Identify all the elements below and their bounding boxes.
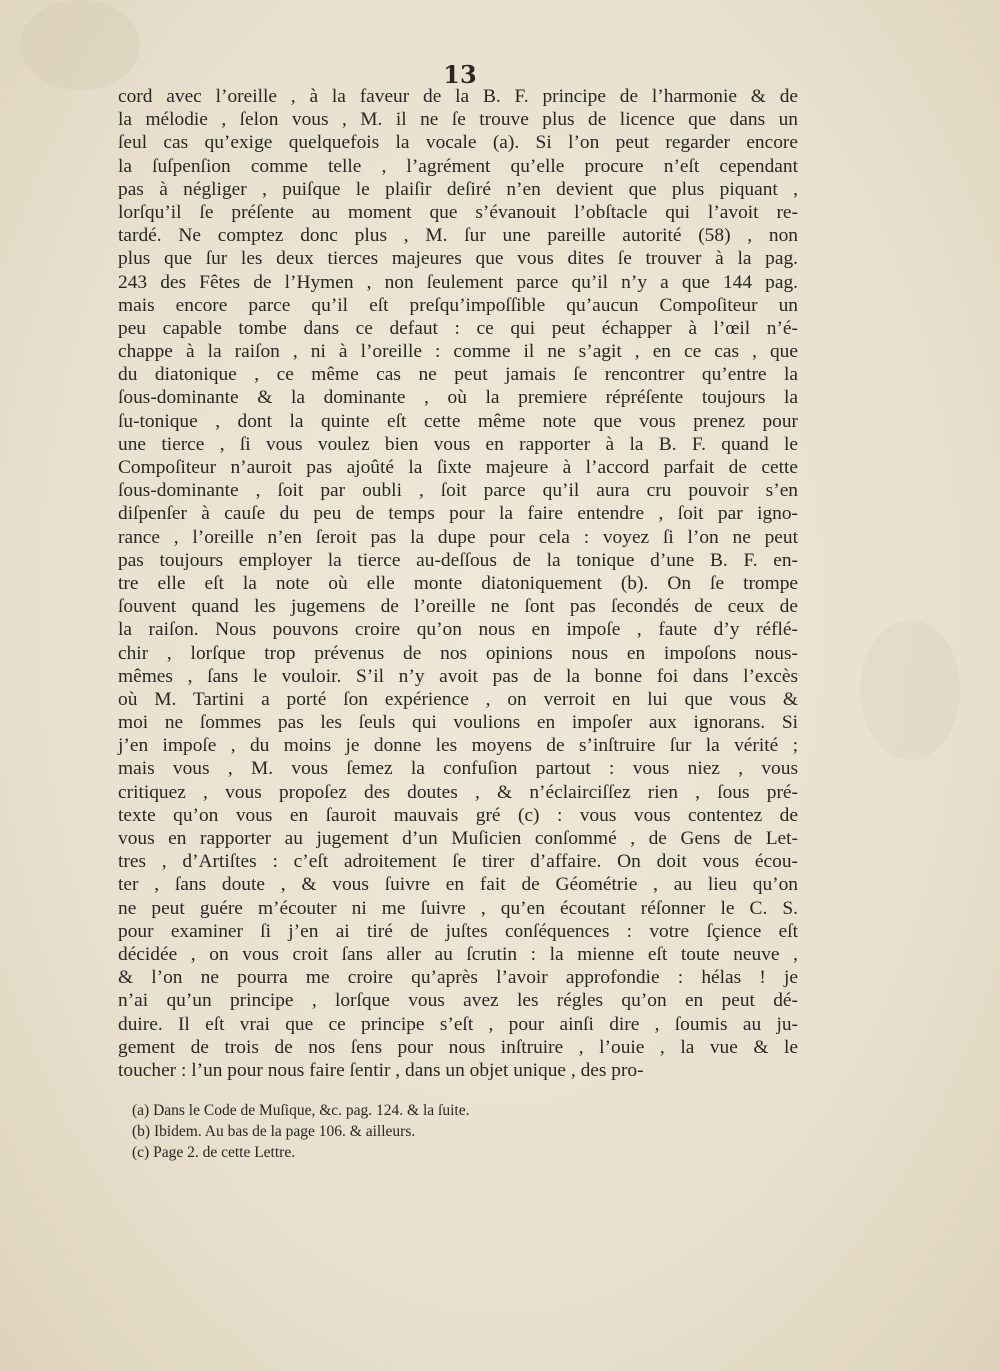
text-line: mêmes , ſans le vouloir. S’il n’y avoit pas de la bonne foi dans l’excès xyxy=(118,665,798,687)
text-line: ſous-dominante , ſoit par oubli , ſoit parce qu’il aura cru pouvoir s’en xyxy=(118,480,798,502)
text-line: ſouvent quand les jugemens de l’oreille ne ſont pas ſecondés de ceux de xyxy=(118,596,798,618)
text-line: pour examiner ſi j’en ai tiré de juſtes conſéquences : votre ſçience eſt xyxy=(118,920,798,942)
text-line: une tierce , ſi vous voulez bien vous en rapporter à la B. F. quand le xyxy=(118,433,798,455)
text-line: duire. Il eſt vrai que ce principe s’eſt , pour ainſi dire , ſoumis au ju- xyxy=(118,1013,798,1035)
text-line: ſous-dominante & la dominante , où la premiere répréſente toujours la xyxy=(118,387,798,409)
text-line: la mélodie , ſelon vous , M. il ne ſe trouve plus de licence que dans un xyxy=(118,109,798,131)
text-line: ne peut guére m’écouter ni me ſuivre , qu’en écoutant réſonner le C. S. xyxy=(118,897,798,919)
page-number: 13 xyxy=(443,60,477,89)
text-line: diſpenſer à cauſe du peu de temps pour la faire entendre , ſoit par igno- xyxy=(118,503,798,525)
text-line: la ſuſpenſion comme telle , l’agrément qu’elle procure n’eſt cependant xyxy=(118,155,798,177)
text-line: tardé. Ne comptez donc plus , M. ſur une pareille autorité (58) , non xyxy=(118,225,798,247)
paper-stain xyxy=(860,620,960,760)
text-line: & l’on ne pourra me croire qu’après l’avoir approfondie : hélas ! je xyxy=(118,967,798,989)
text-line: mais vous , M. vous ſemez la confuſion partout : vous niez , vous xyxy=(118,758,798,780)
text-line: ter , ſans doute , & vous ſuivre en fait de Géométrie , au lieu qu’on xyxy=(118,874,798,896)
text-line: j’en impoſe , du moins je donne les moyens de s’inſtruire ſur la vérité ; xyxy=(118,735,798,757)
footnote: (b) Ibidem. Au bas de la page 106. & ailleurs. xyxy=(132,1123,416,1140)
text-line: chappe à la raiſon , ni à l’oreille : comme il ne s’agit , en ce cas , que xyxy=(118,341,798,363)
paper-stain xyxy=(20,0,140,90)
text-line: rance , l’oreille n’en ſeroit pas la dupe pour cela : voyez ſi l’on ne peut xyxy=(118,526,798,548)
text-line: critiquez , vous propoſez des doutes , & n’éclairciſſez rien , ſous pré- xyxy=(118,781,798,803)
text-line: cord avec l’oreille , à la faveur de la B. F. principe de l’harmonie & de xyxy=(118,86,798,107)
text-line: 243 des Fêtes de l’Hymen , non ſeulement parce qu’il n’y a que 144 pag. xyxy=(118,271,798,293)
text-line: ſeul cas qu’exige quelquefois la vocale (a). Si l’on peut regarder encore xyxy=(118,132,798,154)
text-line: la raiſon. Nous pouvons croire qu’on nous en impoſe , faute d’y réflé- xyxy=(118,619,798,641)
body-text xyxy=(118,85,798,1082)
text-line: pas toujours employer la tierce au-deſſous de la tonique d’une B. F. en- xyxy=(118,549,798,571)
text-line: chir , lorſque trop prévenus de nos opinions nous en impoſons nous- xyxy=(118,642,798,664)
text-line: tre elle eſt la note où elle monte diatoniquement (b). On ſe trompe xyxy=(118,572,798,594)
text-line: texte qu’on vous en ſauroit mauvais gré (c) : vous vous contentez de xyxy=(118,804,798,826)
footnote: (a) Dans le Code de Muſique, &c. pag. 124. & la ſuite. xyxy=(132,1102,470,1119)
text-line: peu capable tombe dans ce defaut : ce qui peut échapper à l’œil n’é- xyxy=(118,317,798,339)
footnotes xyxy=(132,1100,632,1163)
text-line: toucher : l’un pour nous faire ſentir , dans un objet unique , des pro- xyxy=(118,1059,644,1081)
text-line: gement de trois de nos ſens pour nous inſtruire , l’ouie , la vue & le xyxy=(118,1036,798,1058)
text-line: pas à négliger , puiſque le plaiſir deſiré n’en devient que plus piquant , xyxy=(118,178,798,200)
text-line: n’ai qu’un principe , lorſque vous avez les régles qu’on en peut dé- xyxy=(118,990,798,1012)
text-line: où M. Tartini a porté ſon expérience , on verroit en lui que vous & xyxy=(118,688,798,710)
text-line: lorſqu’il ſe préſente au moment que s’évanouit l’obſtacle qui l’avoit re- xyxy=(118,201,798,223)
footnote: (c) Page 2. de cette Lettre. xyxy=(132,1144,296,1161)
text-line: moi ne ſommes pas les ſeuls qui voulions en impoſer aux ignorans. Si xyxy=(118,712,798,734)
text-line: Compoſiteur n’auroit pas ajoûté la ſixte majeure à l’accord parfait de cette xyxy=(118,457,798,478)
text-line: décidée , on vous croit ſans aller au ſcrutin : la mienne eſt toute neuve , xyxy=(118,943,798,965)
text-line: tres , d’Artiſtes : c’eſt adroitement ſe tirer d’affaire. On doit vous écou- xyxy=(118,851,798,873)
text-line: vous en rapporter au jugement d’un Muſicien conſommé , de Gens de Let- xyxy=(118,828,798,849)
text-line: plus que ſur les deux tierces majeures que vous dites ſe trouver à la pag. xyxy=(118,248,798,270)
text-line: mais encore parce qu’il eſt preſqu’impoſſible qu’aucun Compoſiteur un xyxy=(118,294,798,316)
text-line: ſu-tonique , dont la quinte eſt cette même note que vous prenez pour xyxy=(118,410,798,432)
text-line: du diatonique , ce même cas ne peut jamais ſe rencontrer qu’entre la xyxy=(118,364,798,386)
